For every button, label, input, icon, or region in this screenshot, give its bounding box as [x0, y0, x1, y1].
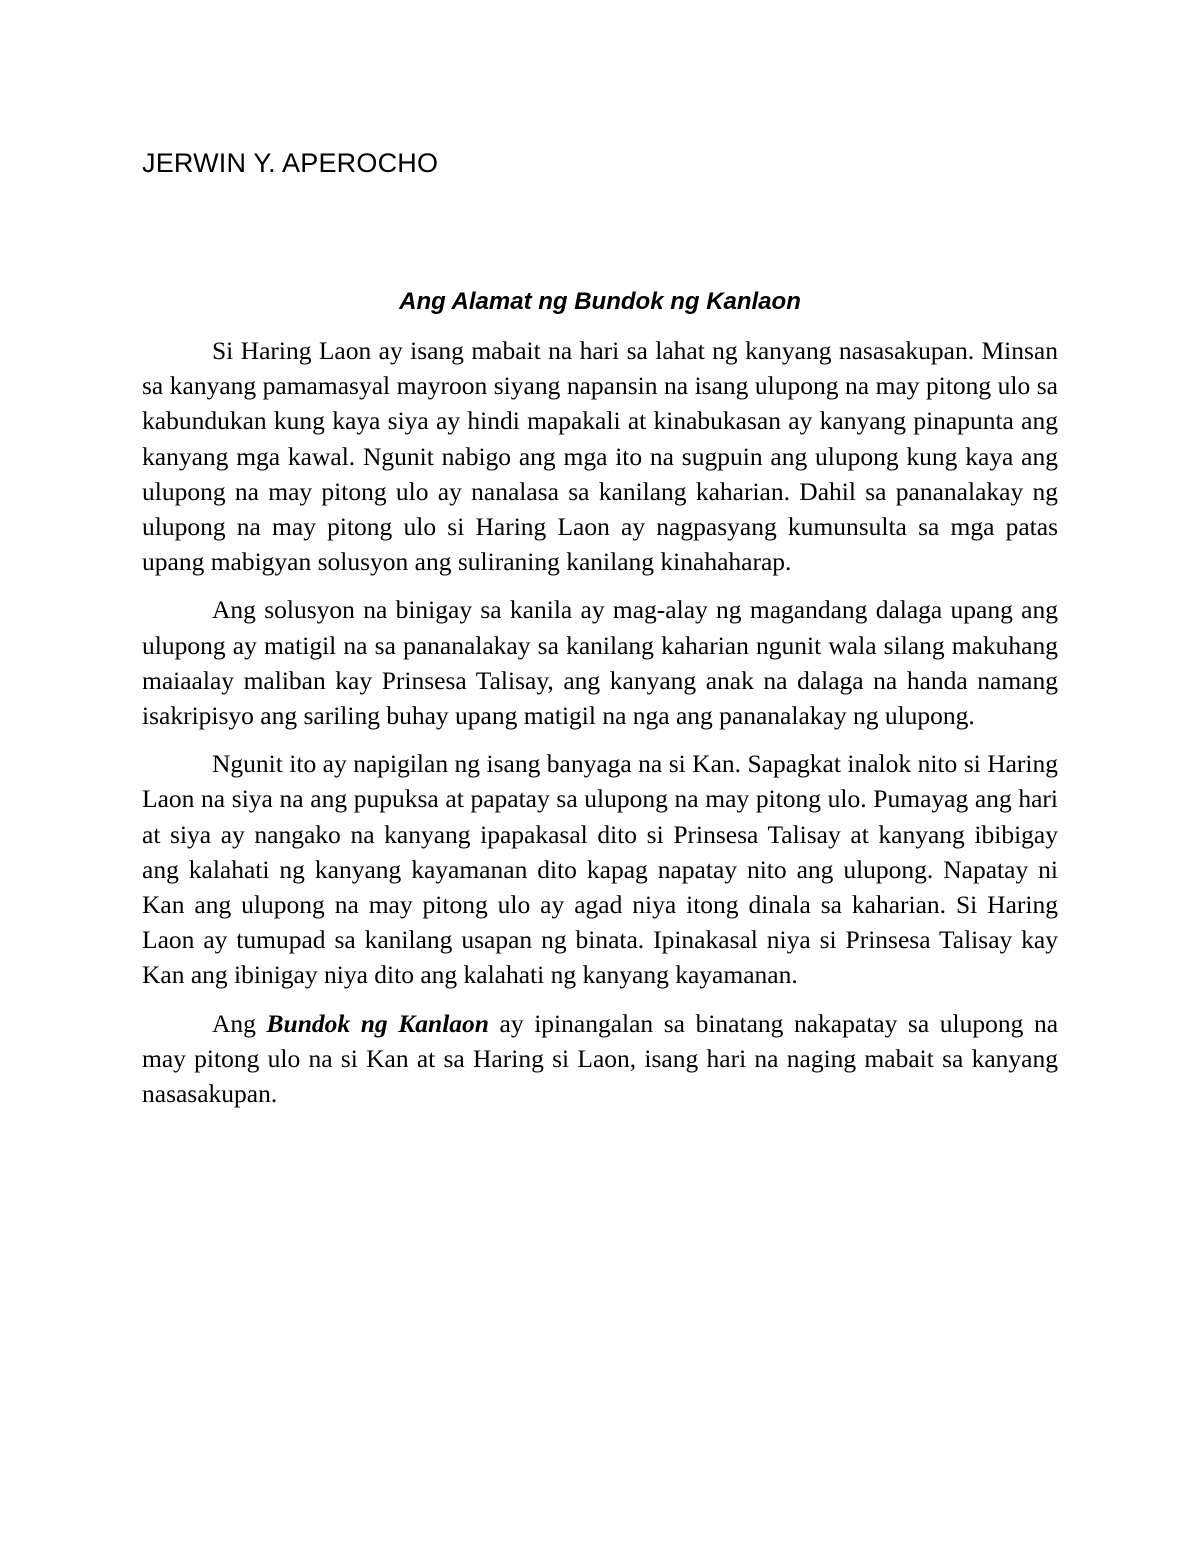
story-body: [142, 333, 1058, 1124]
document-title: Ang Alamat ng Bundok ng Kanlaon: [399, 288, 801, 315]
paragraph-4: [142, 1006, 1058, 1112]
paragraph-2: Ang solusyon na binigay sa kanila ay mag-alay ng magandang dalaga upang ang ulupong ay matigil na sa pananalakay sa kanilang kaharian ngunit wala silang makuhang maiaalay maliban kay Prinsesa Talisay, ang kanyang anak na dalaga na handa namang isakripisyo ang sariling buhay upang matigil na nga ang pananalakay ng ulupong.: [142, 595, 1058, 731]
paragraph-4-lead: Ang: [212, 1008, 267, 1038]
author-name: JERWIN Y. APEROCHO: [142, 148, 439, 178]
paragraph-4-rest: ay ipinangalan sa binatang nakapatay sa ulupong na may pitong ulo na si Kan at sa Haring si Laon, isang hari na naging mabait sa kanyang nasasakupan.: [142, 1008, 1059, 1109]
paragraph-1: Si Haring Laon ay isang mabait na hari sa lahat ng kanyang nasasakupan. Minsan sa kanyang pamamasyal mayroon siyang napansin na isang ulupong na may pitong ulo sa kabundukan kung kaya siya ay hindi mapakali at kinabukasan ay kanyang pinapunta ang kanyang mga kawal. Ngunit nabigo ang mga ito na sugpuin ang ulupong kung kaya ang ulupong na may pitong ulo ay nanalasa sa kanilang kaharian. Dahil sa pananalakay ng ulupong na may pitong ulo si Haring Laon ay nagpasyang kumunsulta sa mga patas upang mabigyan solusyon ang suliraning kanilang kinahaharap.: [142, 336, 1058, 577]
paragraph-3: Ngunit ito ay napigilan ng isang banyaga na si Kan. Sapagkat inalok nito si Haring Laon na siya na ang pupuksa at papatay sa ulupong na may pitong ulo. Pumayag ang hari at siya ay nangako na kanyang ipapakasal dito si Prinsesa Talisay at kanyang ibibigay ang kalahati ng kanyang kayamanan dito kapag napatay nito ang ulupong. Napatay ni Kan ang ulupong na may pitong ulo ay agad niya itong dinala sa kaharian. Si Haring Laon ay tumupad sa kanilang usapan ng binata. Ipinakasal niya si Prinsesa Talisay kay Kan ang ibinigay niya dito ang kalahati ng kanyang kayamanan.: [142, 749, 1058, 990]
emphasized-phrase: Bundok ng Kanlaon: [266, 1008, 489, 1038]
